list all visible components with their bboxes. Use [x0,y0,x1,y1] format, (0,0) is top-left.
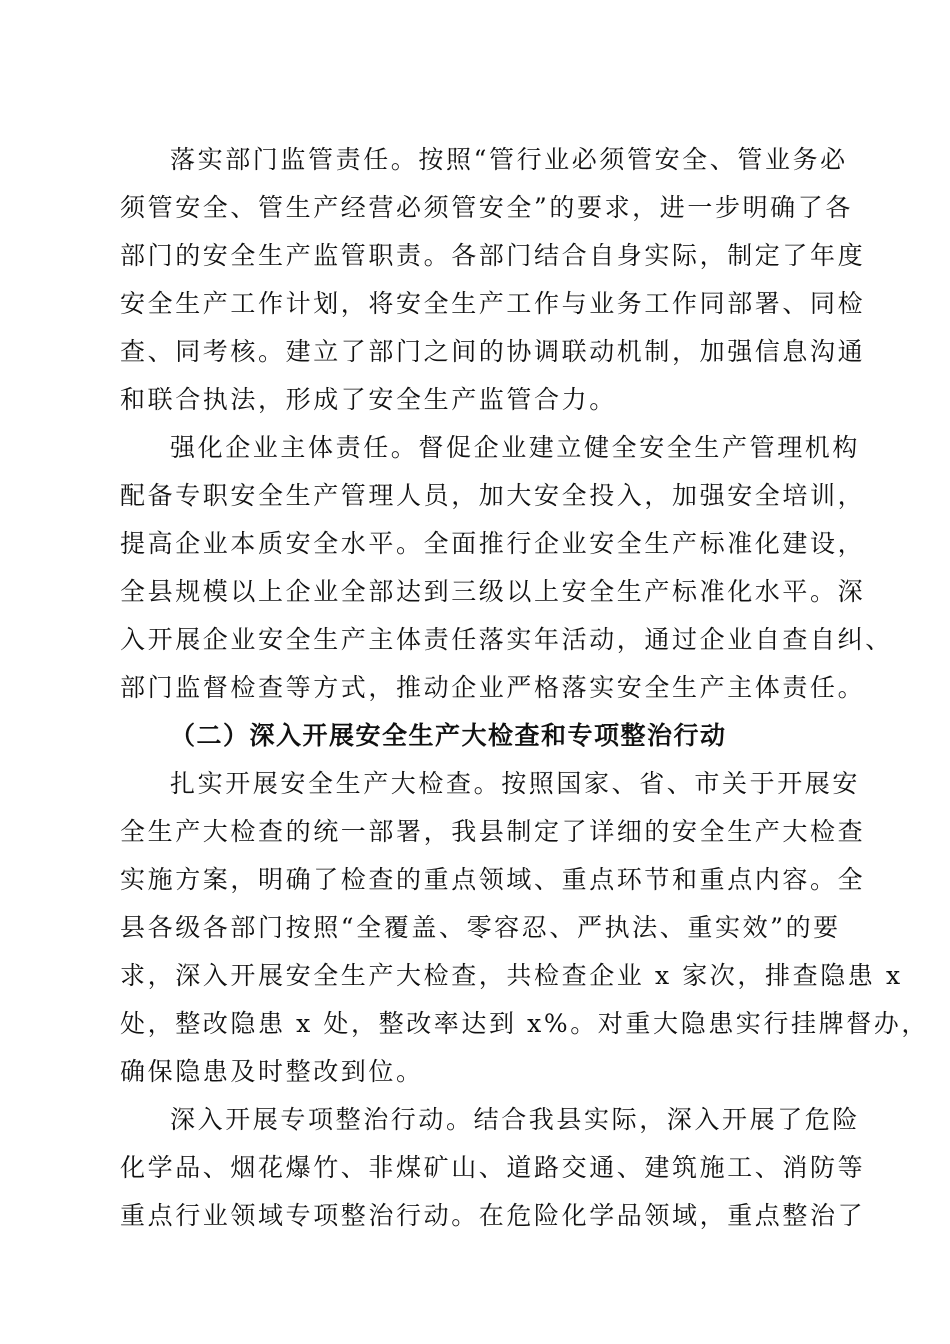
paragraph-1-line-3: 部门的安全生产监管职责。各部门结合自身实际，制定了年度 [120,241,866,270]
paragraph-2-line-1: 强化企业主体责任。督促企业建立健全安全生产管理机构 [170,433,861,462]
paragraph-2-line-6: 部门监督检查等方式，推动企业严格落实安全生产主体责任。 [120,673,866,702]
paragraph-1-line-2: 须管安全、管生产经营必须管安全”的要求，进一步明确了各 [120,193,853,222]
paragraph-4-line-1: 深入开展专项整治行动。结合我县实际，深入开展了危险 [170,1105,861,1134]
paragraph-1-line-1: 落实部门监管责任。按照“管行业必须管安全、管业务必 [170,145,848,174]
paragraph-4-line-3: 重点行业领域专项整治行动。在危险化学品领域，重点整治了 [120,1201,866,1230]
paragraph-3-line-2: 全生产大检查的统一部署，我县制定了详细的安全生产大检查 [120,817,866,846]
paragraph-1-line-4: 安全生产工作计划，将安全生产工作与业务工作同部署、同检 [120,289,866,318]
paragraph-2-line-5: 入开展企业安全生产主体责任落实年活动，通过企业自查自纠、 [120,625,893,654]
paragraph-2-line-4: 全县规模以上企业全部达到三级以上安全生产标准化水平。深 [120,577,866,606]
paragraph-4-line-2: 化学品、烟花爆竹、非煤矿山、道路交通、建筑施工、消防等 [120,1153,866,1182]
paragraph-3-line-5: 求，深入开展安全生产大检查，共检查企业 x 家次，排查隐患 x [120,961,903,990]
paragraph-3-line-7: 确保隐患及时整改到位。 [120,1057,424,1086]
paragraph-2-line-3: 提高企业本质安全水平。全面推行企业安全生产标准化建设， [120,529,866,558]
paragraph-3-line-1: 扎实开展安全生产大检查。按照国家、省、市关于开展安 [170,769,861,798]
paragraph-1-line-5: 查、同考核。建立了部门之间的协调联动机制，加强信息沟通 [120,337,866,366]
paragraph-2-line-2: 配备专职安全生产管理人员，加大安全投入，加强安全培训， [120,481,866,510]
paragraph-1-line-6: 和联合执法，形成了安全生产监管合力。 [120,385,617,414]
paragraph-3-line-6: 处，整改隐患 x 处，整改率达到 x%。对重大隐患实行挂牌督办， [120,1009,929,1038]
paragraph-3-line-4: 县各级各部门按照“全覆盖、零容忍、严执法、重实效”的要 [120,913,841,942]
section-heading: （二）深入开展安全生产大检查和专项整治行动 [170,721,727,750]
paragraph-3-line-3: 实施方案，明确了检查的重点领域、重点环节和重点内容。全 [120,865,866,894]
